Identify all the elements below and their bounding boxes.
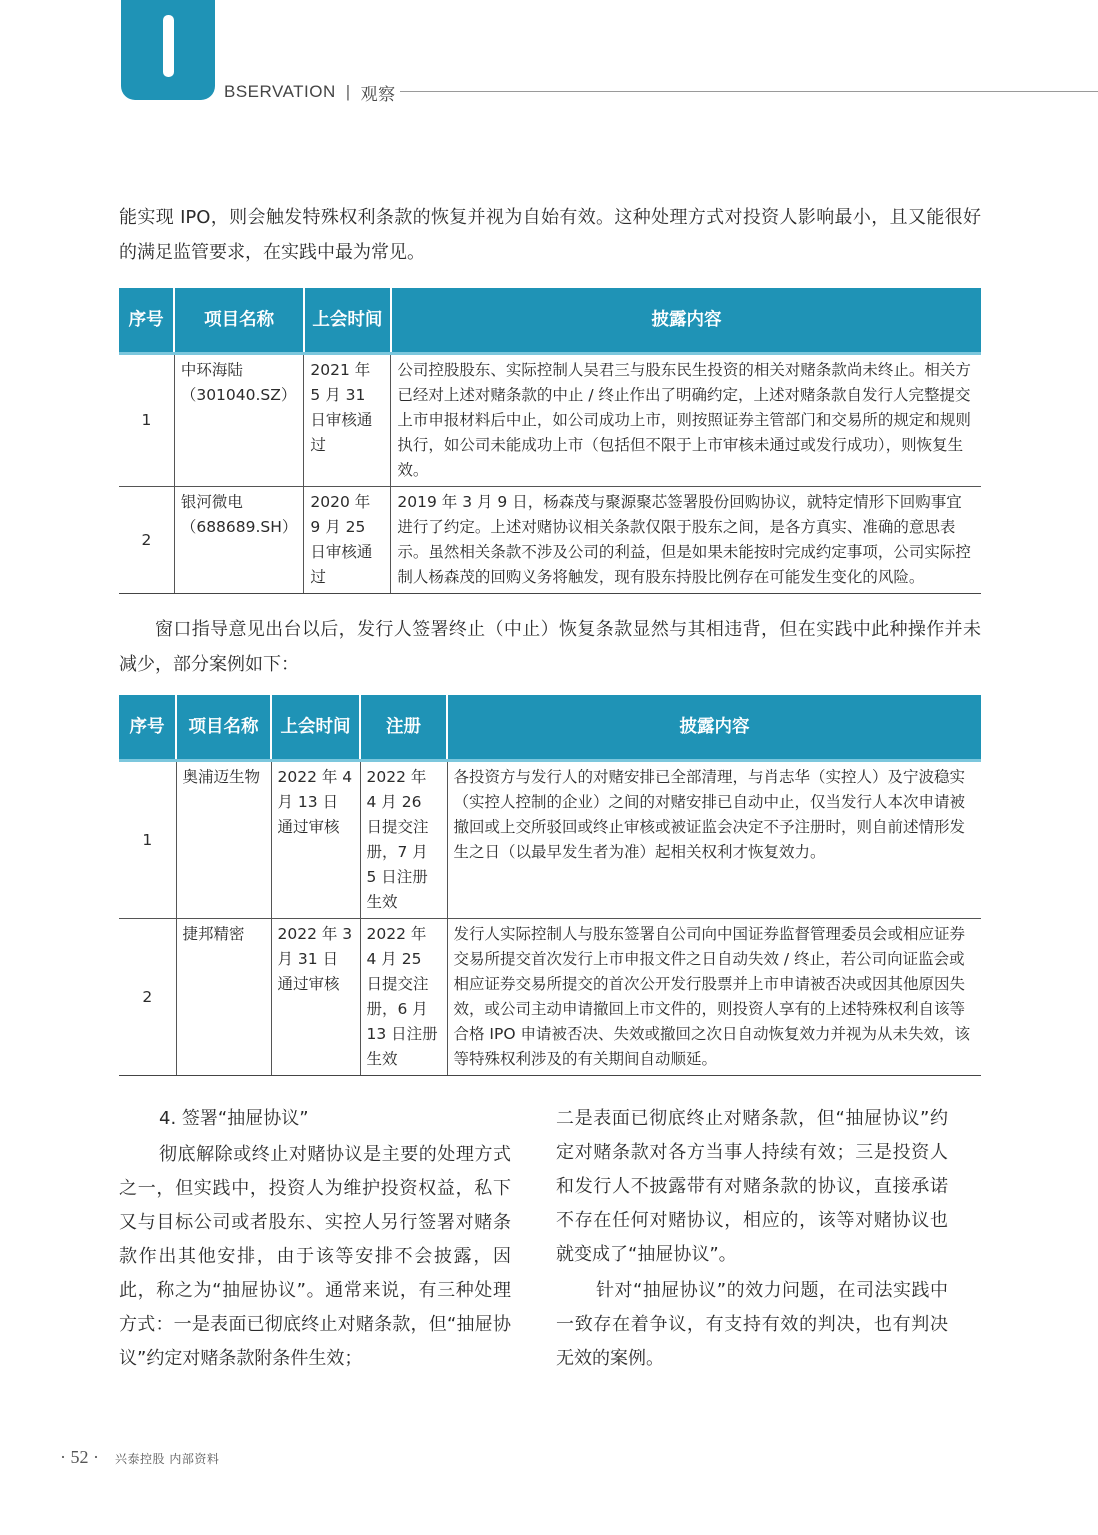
project-name: 捷邦精密	[176, 919, 271, 1076]
section-logo	[121, 0, 215, 100]
page-number: · 52 ·	[60, 1447, 99, 1467]
table-row	[119, 487, 981, 594]
meeting-time: 2020 年 9 月 25 日审核通过	[304, 487, 391, 594]
registration: 2022 年 4 月 25 日提交注册，6 月 13 日注册生效	[360, 919, 447, 1076]
section-header	[224, 79, 396, 105]
meeting-time: 2022 年 4 月 13 日通过审核	[271, 761, 360, 919]
table-header-row	[119, 695, 981, 761]
left-paragraph: 彻底解除或终止对赌协议是主要的处理方式之一，但实践中，投资人为维护投资权益，私下又与目标公司或者股东、实控人另行签署对赌条款作出其他安排，由于该等安排不会披露，因此，称之为“抽屉协议”。通常来说，有三种处理方式：一是表面已彻底终止对赌条款，但“抽屉协议”约定对赌条款附条件生效；	[119, 1144, 511, 1369]
disclosure-content: 各投资方与发行人的对赌安排已全部清理，与肖志华（实控人）及宁波稳实（实控人控制的企业）之间的对赌安排已自动中止，仅当发行人本次申请被撤回或上交所驳回或终止审核或被证监会决定不予注册时，则自前述情形发生之日（以最早发生者为准）起相关权利才恢复效力。	[447, 761, 981, 919]
logo-letter-o	[163, 15, 174, 77]
project-name: 奥浦迈生物	[176, 761, 271, 919]
right-paragraph-1: 二是表面已彻底终止对赌条款，但“抽屉协议”约定对赌条款对各方当事人持续有效；三是投资人和发行人不披露带有对赌条款的协议，直接承诺不存在任何对赌协议，相应的，该等对赌协议也就变成了“抽屉协议”。	[556, 1108, 948, 1265]
disclosure-content: 2019 年 3 月 9 日，杨森茂与聚源聚芯签署股份回购协议，就特定情形下回购事宜进行了约定。上述对赌协议相关条款仅限于股东之间，是各方真实、准确的意思表示。虽然相关条款不涉及公司的利益，但是如果未能按时完成约定事项，公司实际控制人杨森茂的回购义务将触发，现有股东持股比例存在可能发生变化的风险。	[391, 487, 981, 594]
table-header-row	[119, 288, 981, 354]
header-cell: 披露内容	[391, 288, 981, 354]
row-number: 1	[119, 354, 174, 487]
section-title-cn: 观察	[360, 84, 396, 104]
section-title: BSERVATION	[224, 82, 336, 101]
project-name: 中环海陆（301040.SZ）	[174, 354, 304, 487]
disclosure-table-2	[119, 695, 981, 1076]
header-cell: 披露内容	[447, 695, 981, 761]
row-number: 2	[119, 919, 176, 1076]
header-cell: 项目名称	[174, 288, 304, 354]
header-cell: 注册	[360, 695, 447, 761]
intro-paragraph: 能实现 IPO，则会触发特殊权利条款的恢复并视为自始有效。这种处理方式对投资人影响最小，且又能很好的满足监管要求，在实践中最为常见。	[119, 207, 981, 263]
header-divider	[400, 91, 1098, 92]
header-cell: 上会时间	[271, 695, 360, 761]
page-footer	[60, 1447, 219, 1468]
registration: 2022 年 4 月 26 日提交注册，7 月 5 日注册生效	[360, 761, 447, 919]
table-row	[119, 354, 981, 487]
row-number: 1	[119, 761, 176, 919]
middle-paragraph: 窗口指导意见出台以后，发行人签署终止（中止）恢复条款显然与其相违背，但在实践中此种操作并未减少，部分案例如下：	[119, 619, 981, 675]
header-separator: |	[345, 82, 351, 101]
section-heading: 4. 签署“抽屉协议”	[159, 1108, 309, 1129]
header-cell: 项目名称	[176, 695, 271, 761]
publication-name: 兴泰控股 内部资料	[115, 1452, 220, 1466]
project-name: 银河微电（688689.SH）	[174, 487, 304, 594]
meeting-time: 2022 年 3 月 31 日通过审核	[271, 919, 360, 1076]
header-cell: 序号	[119, 288, 174, 354]
disclosure-content: 发行人实际控制人与股东签署自公司向中国证券监督管理委员会或相应证券交易所提交首次发行上市申报文件之日自动失效 / 终止，若公司向证监会或相应证券交易所提交的首次公开发行股票并上市申请被否决或因其他原因失效，或公司主动申请撤回上市文件的，则投资人享有的上述特殊权利自该等合格 IPO 申请被否决、失效或撤回之次日自动恢复效力并视为从未失效，该等特殊权利涉及的有关期间自动顺延。	[447, 919, 981, 1076]
right-column	[556, 1102, 948, 1376]
right-paragraph-2: 针对“抽屉协议”的效力问题，在司法实践中一致存在着争议，有支持有效的判决，也有判决无效的案例。	[556, 1280, 948, 1369]
disclosure-table-1	[119, 288, 981, 594]
meeting-time: 2021 年 5 月 31 日审核通过	[304, 354, 391, 487]
header-cell: 序号	[119, 695, 176, 761]
left-column	[119, 1102, 511, 1376]
table-row	[119, 919, 981, 1076]
header-cell: 上会时间	[304, 288, 391, 354]
table-row	[119, 761, 981, 919]
row-number: 2	[119, 487, 174, 594]
disclosure-content: 公司控股股东、实际控制人吴君三与股东民生投资的相关对赌条款尚未终止。相关方已经对上述对赌条款的中止 / 终止作出了明确约定，上述对赌条款自发行人完整提交上市申报材料后中止，如公司成功上市，则按照证券主管部门和交易所的规定和规则执行，如公司未能成功上市（包括但不限于上市审核未通过或发行成功），则恢复生效。	[391, 354, 981, 487]
